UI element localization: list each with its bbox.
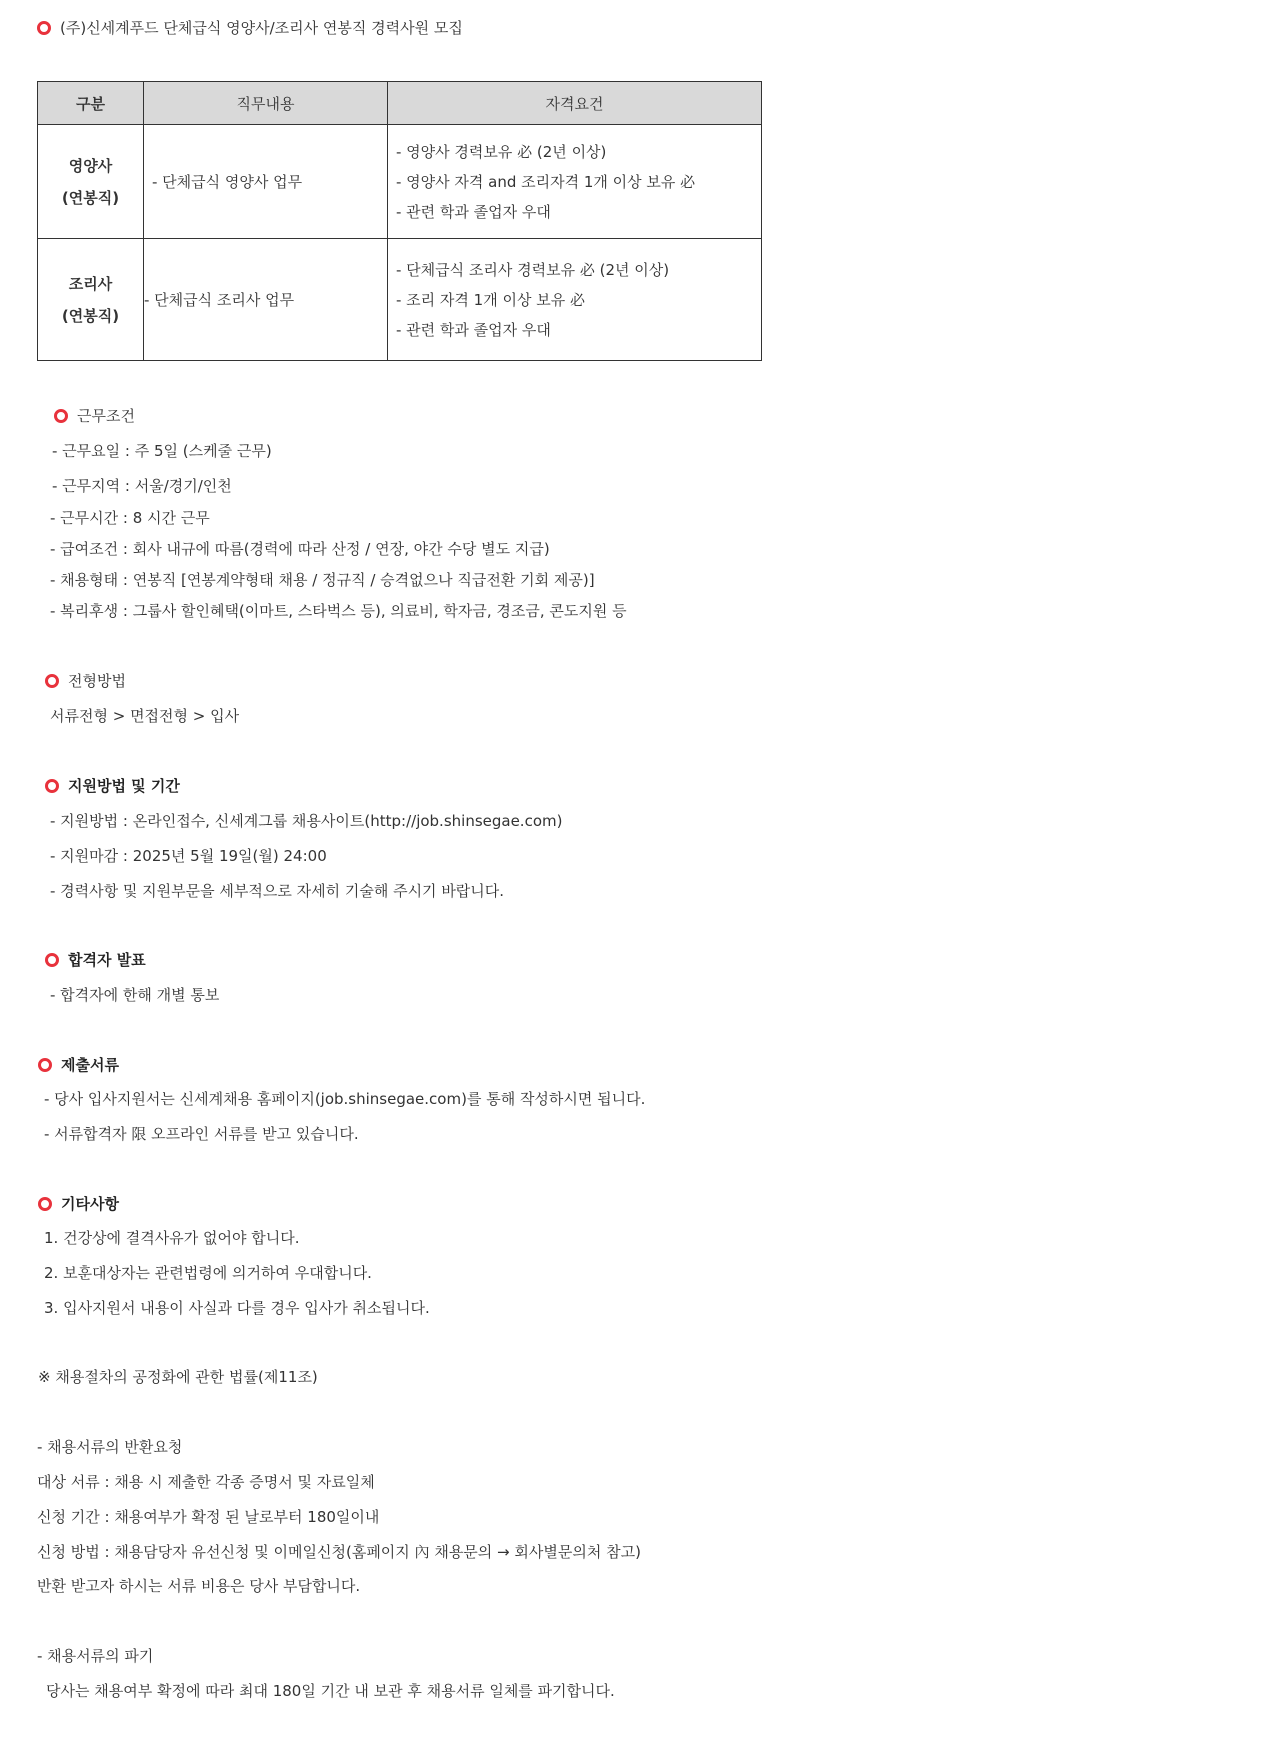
selection-process: 서류전형 > 면접전형 > 입사 [50,707,240,725]
law-note: ※ 채용절차의 공정화에 관한 법률(제11조) [38,1368,318,1386]
list-item: - 지원방법 : 온라인접수, 신세계그룹 채용사이트(http://job.shinsegae.com) [50,812,563,830]
header-requirements: 자격요건 [388,82,762,125]
posting-title: (주)신세계푸드 단체급식 영양사/조리사 연봉직 경력사원 모집 [37,18,463,38]
category-cell: 조리사 (연봉직) [38,239,144,361]
section-heading-announcement: 합격자 발표 [45,950,146,970]
list-item: - 근무요일 : 주 5일 (스케줄 근무) [52,442,272,460]
list-item: - 서류합격자 限 오프라인 서류를 받고 있습니다. [44,1125,359,1143]
list-item: - 근무지역 : 서울/경기/인천 [52,477,232,495]
section-heading-application: 지원방법 및 기간 [45,776,180,796]
list-item: - 당사 입사지원서는 신세계채용 홈페이지(job.shinsegae.com)를 통해 작성하시면 됩니다. [44,1090,646,1108]
list-item: - 지원마감 : 2025년 5월 19일(월) 24:00 [50,847,327,865]
list-item: 2. 보훈대상자는 관련법령에 의거하여 우대합니다. [44,1264,372,1282]
list-item: 1. 건강상에 결격사유가 없어야 합니다. [44,1229,300,1247]
list-item: - 복리후생 : 그룹사 할인혜택(이마트, 스타벅스 등), 의료비, 학자금, 경조금, 콘도지원 등 [50,602,627,620]
list-item: 3. 입사지원서 내용이 사실과 다를 경우 입사가 취소됩니다. [44,1299,430,1317]
list-item: - 급여조건 : 회사 내규에 따름(경력에 따라 산정 / 연장, 야간 수당 별도 지급) [50,540,550,558]
circle-bullet-icon [45,674,59,688]
list-item: 신청 방법 : 채용담당자 유선신청 및 이메일신청(홈페이지 內 채용문의 → 회사별문의처 참고) [37,1543,641,1561]
category-cell: 영양사 (연봉직) [38,125,144,239]
duty-cell: - 단체급식 조리사 업무 [144,239,388,361]
destruction-heading: - 채용서류의 파기 [37,1647,154,1665]
requirements-cell: - 단체급식 조리사 경력보유 必 (2년 이상) - 조리 자격 1개 이상 보유 必 - 관련 학과 졸업자 우대 [388,239,762,361]
list-item: - 채용형태 : 연봉직 [연봉계약형태 채용 / 정규직 / 승격없으나 직급전환 기회 제공)] [50,571,595,589]
list-item: 대상 서류 : 채용 시 제출한 각종 증명서 및 자료일체 [37,1473,375,1491]
destruction-text: 당사는 채용여부 확정에 따라 최대 180일 기간 내 보관 후 채용서류 일체를 파기합니다. [46,1682,615,1700]
section-heading-selection: 전형방법 [45,671,126,691]
circle-bullet-icon [38,1197,52,1211]
list-item: - 경력사항 및 지원부문을 세부적으로 자세히 기술해 주시기 바랍니다. [50,882,505,900]
header-duty: 직무내용 [144,82,388,125]
circle-bullet-icon [45,953,59,967]
circle-bullet-icon [45,779,59,793]
table-header-row [38,82,762,125]
list-item: 신청 기간 : 채용여부가 확정 된 날로부터 180일이내 [37,1508,380,1526]
job-table [37,81,762,361]
return-request-heading: - 채용서류의 반환요청 [37,1438,183,1456]
section-heading-documents: 제출서류 [38,1055,119,1075]
section-heading-others: 기타사항 [38,1194,119,1214]
list-item: - 근무시간 : 8 시간 근무 [50,509,210,527]
table-row [38,239,762,361]
section-heading-work-conditions: 근무조건 [54,406,135,426]
duty-cell: - 단체급식 영양사 업무 [144,125,388,239]
header-category: 구분 [38,82,144,125]
requirements-cell: - 영양사 경력보유 必 (2년 이상) - 영양사 자격 and 조리자격 1개 이상 보유 必 - 관련 학과 졸업자 우대 [388,125,762,239]
circle-bullet-icon [37,21,51,35]
circle-bullet-icon [54,409,68,423]
circle-bullet-icon [38,1058,52,1072]
list-item: - 합격자에 한해 개별 통보 [50,986,220,1004]
table-row [38,125,762,239]
list-item: 반환 받고자 하시는 서류 비용은 당사 부담합니다. [37,1577,361,1595]
